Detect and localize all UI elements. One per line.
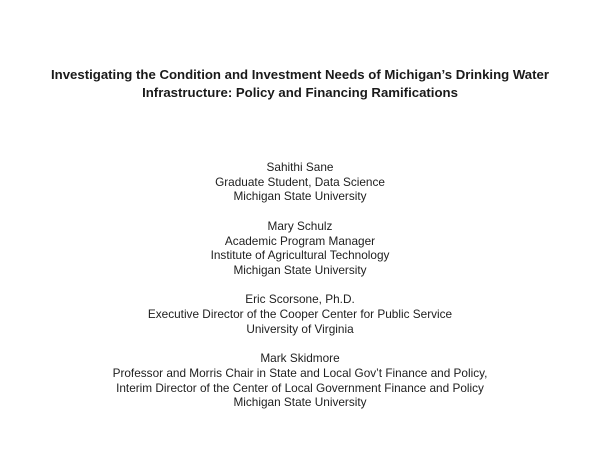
author-block: [0, 160, 600, 204]
paper-title-line-2: Infrastructure: Policy and Financing Ramifications: [142, 85, 458, 100]
author-name: Mark Skidmore: [260, 351, 340, 366]
author-block: [0, 351, 600, 410]
author-affiliation-line: Michigan State University: [233, 262, 367, 277]
author-affiliation-line: Executive Director of the Cooper Center for Public Service: [147, 307, 453, 321]
document-page: [0, 66, 600, 466]
author-affiliation-line: Michigan State University: [233, 189, 367, 204]
author-block: [0, 292, 600, 336]
paper-title-line-1: Investigating the Condition and Investment Needs of Michigan’s Drinking Water: [51, 67, 549, 82]
author-affiliation-line: Institute of Agricultural Technology: [210, 248, 390, 263]
author-affiliation-line: Graduate Student, Data Science: [215, 174, 385, 189]
author-name: Sahithi Sane: [266, 160, 334, 174]
author-blocks: [0, 160, 600, 410]
author-affiliation-line: Professor and Morris Chair in State and Local Gov’t Finance and Policy,: [112, 365, 488, 380]
paper-title: [0, 66, 600, 102]
author-affiliation-line: Interim Director of the Center of Local Government Finance and Policy: [116, 380, 484, 395]
author-affiliation-line: Michigan State University: [233, 395, 367, 410]
author-name: Mary Schulz: [267, 218, 333, 233]
author-affiliation-line: University of Virginia: [246, 321, 354, 336]
author-name: Eric Scorsone, Ph.D.: [245, 292, 355, 307]
author-block: [0, 219, 600, 278]
author-affiliation-line: Academic Program Manager: [224, 233, 376, 248]
